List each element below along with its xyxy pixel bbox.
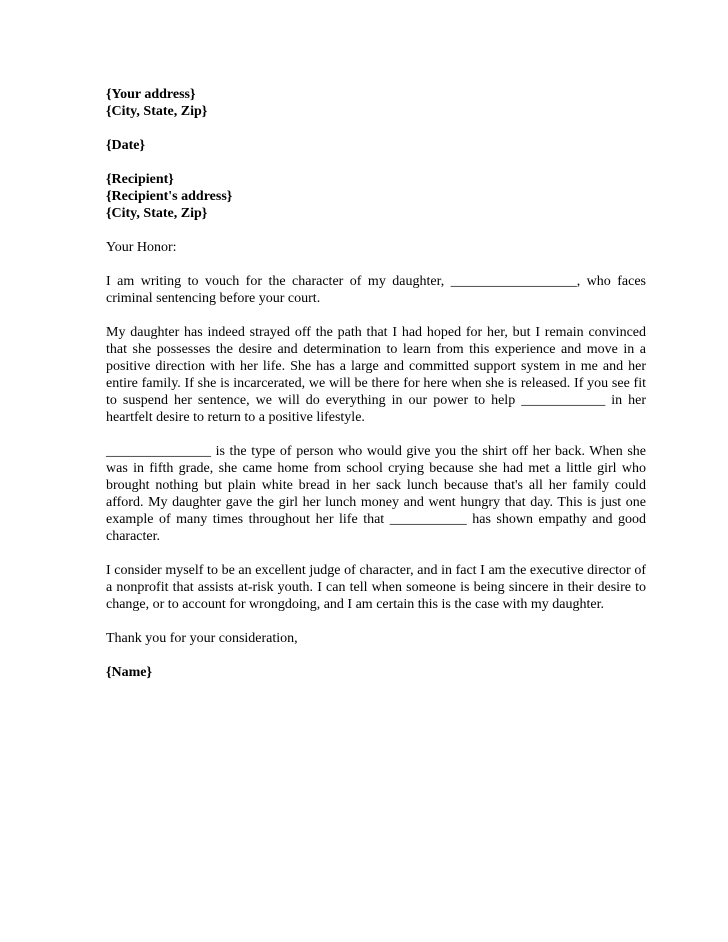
salutation: Your Honor: (106, 240, 177, 255)
letter-body (106, 86, 646, 698)
recipient-city-state-zip: {City, State, Zip} (106, 206, 208, 221)
signature: {Name} (106, 665, 153, 680)
paragraph-2: My daughter has indeed strayed off the path that I had hoped for her, but I remain convinced that she possesses the desire and determination to learn from this experience and move in a positive direction with her life. She has a large and committed support system in me and her entire family. If she is incarcerated, we will be there for here when she is released. If you see fit to suspend her sentence, we will do everything in our power to help ____________ in her heartfelt desire to return to a positive lifestyle. (106, 325, 646, 425)
letter-date: {Date} (106, 138, 146, 153)
sender-address: {Your address} (106, 87, 196, 102)
sender-address-block (106, 86, 646, 120)
recipient-address-block (106, 171, 646, 222)
paragraph-4: I consider myself to be an excellent judge of character, and in fact I am the executive director of a nonprofit that assists at-risk youth. I can tell when someone is being sincere in their desire to change, or to account for wrongdoing, and I am certain this is the case with my daughter. (106, 563, 646, 612)
closing: Thank you for your consideration, (106, 631, 298, 646)
paragraph-3: _______________ is the type of person who would give you the shirt off her back. When she was in fifth grade, she came home from school crying because she had met a little girl who brought nothing but plain white bread in her sack lunch because that's all her family could afford. My daughter gave the girl her lunch money and went hungry that day. This is just one example of many times throughout her life that ___________ has shown empathy and good character. (106, 444, 646, 544)
paragraph-1: I am writing to vouch for the character of my daughter, __________________, who faces criminal sentencing before your court. (106, 274, 646, 306)
recipient-address: {Recipient's address} (106, 189, 233, 204)
recipient-name: {Recipient} (106, 172, 174, 187)
date-block (106, 137, 646, 154)
sender-city-state-zip: {City, State, Zip} (106, 104, 208, 119)
